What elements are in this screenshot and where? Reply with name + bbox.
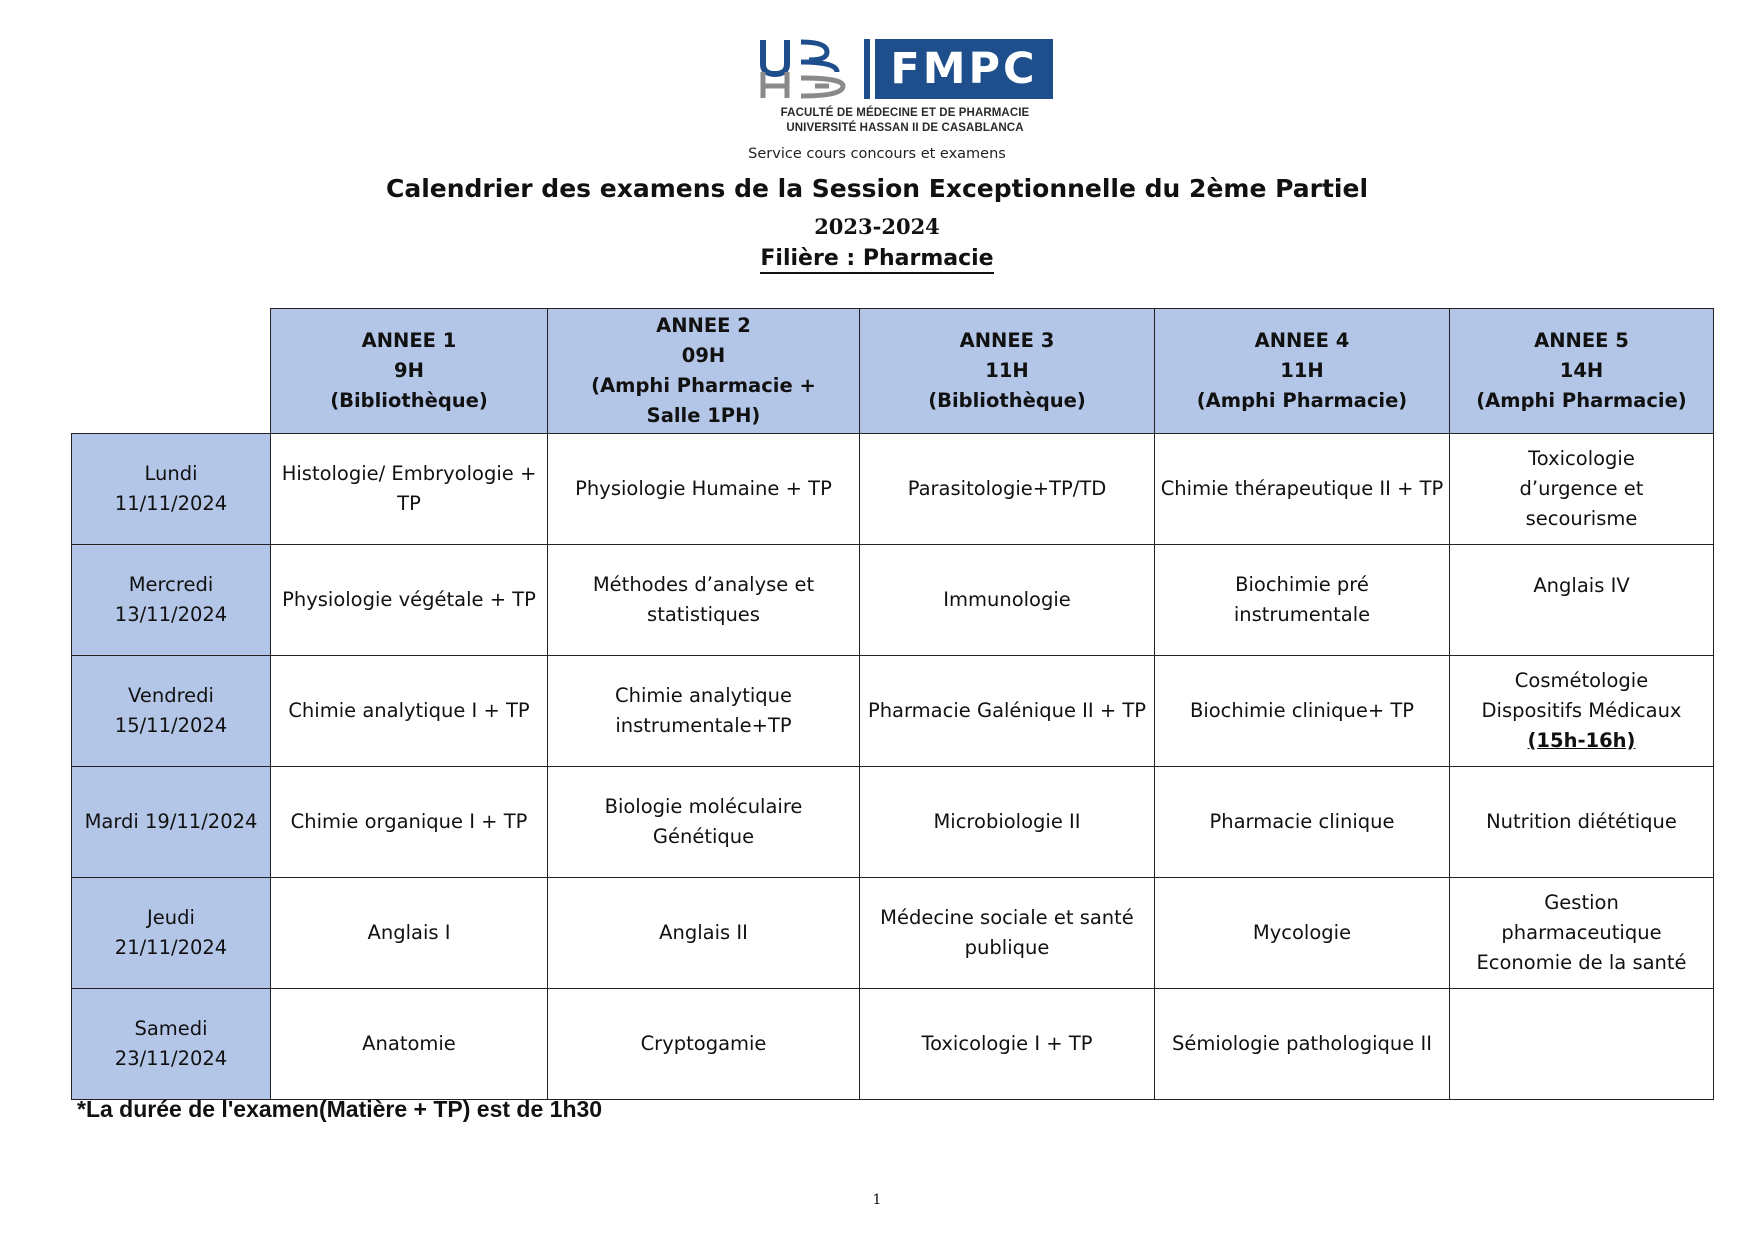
exam-cell: Sémiologie pathologique II xyxy=(1155,989,1450,1100)
column-header-annee-3: ANNEE 3 11H (Bibliothèque) xyxy=(860,309,1155,434)
day-cell: Mercredi 13/11/2024 xyxy=(72,545,271,656)
column-header-annee-1: ANNEE 1 9H (Bibliothèque) xyxy=(271,309,548,434)
academic-year: 2023-2024 xyxy=(814,214,940,239)
exam-cell: Mycologie xyxy=(1155,878,1450,989)
exam-cell: Chimie analytique I + TP xyxy=(271,656,548,767)
table-row xyxy=(72,989,1714,1100)
program-label: Filière : Pharmacie xyxy=(760,246,993,274)
program-name xyxy=(0,246,1754,271)
exam-time-note: (15h-16h) xyxy=(1527,729,1636,752)
column-header-annee-5: ANNEE 5 14H (Amphi Pharmacie) xyxy=(1450,309,1714,434)
exam-cell: Physiologie végétale + TP xyxy=(271,545,548,656)
exam-cell: Histologie/ Embryologie + TP xyxy=(271,434,548,545)
exam-cell: Parasitologie+TP/TD xyxy=(860,434,1155,545)
exam-schedule-table xyxy=(71,308,1714,1100)
table-row xyxy=(72,656,1714,767)
logo-wordmark: FMPC xyxy=(875,39,1053,99)
table-row xyxy=(72,767,1714,878)
table-row xyxy=(72,878,1714,989)
exam-cell: Chimie thérapeutique II + TP xyxy=(1155,434,1450,545)
exam-cell: Anglais IV xyxy=(1450,545,1714,656)
university-emblem-icon xyxy=(757,38,857,100)
exam-cell: Microbiologie II xyxy=(860,767,1155,878)
table-header-row xyxy=(72,309,1714,434)
exam-cell: Biochimie clinique+ TP xyxy=(1155,656,1450,767)
exam-cell: Anglais II xyxy=(548,878,860,989)
service-name: Service cours concours et examens xyxy=(748,146,1006,162)
exam-cell xyxy=(1450,656,1714,767)
exam-cell: Physiologie Humaine + TP xyxy=(548,434,860,545)
exam-cell: Cryptogamie xyxy=(548,989,860,1100)
logo-university-name: UNIVERSITÉ HASSAN II DE CASABLANCA xyxy=(786,122,1024,134)
exam-cell: Biochimie pré instrumentale xyxy=(1155,545,1450,656)
exam-cell: Pharmacie Galénique II + TP xyxy=(860,656,1155,767)
exam-cell: Anglais I xyxy=(271,878,548,989)
exam-cell: Chimie analytique instrumentale+TP xyxy=(548,656,860,767)
table-row xyxy=(72,545,1714,656)
day-cell: Lundi 11/11/2024 xyxy=(72,434,271,545)
exam-duration-note: *La durée de l'examen(Matière + TP) est de 1h30 xyxy=(77,1096,603,1122)
day-cell: Vendredi 15/11/2024 xyxy=(72,656,271,767)
exam-cell: Immunologie xyxy=(860,545,1155,656)
exam-subject: Cosmétologie Dispositifs Médicaux xyxy=(1481,669,1682,722)
column-header-annee-2: ANNEE 2 09H (Amphi Pharmacie + Salle 1PH) xyxy=(548,309,860,434)
exam-cell: Toxicologie I + TP xyxy=(860,989,1155,1100)
exam-cell: Méthodes d’analyse et statistiques xyxy=(548,545,860,656)
exam-cell: Pharmacie clinique xyxy=(1155,767,1450,878)
logo-divider xyxy=(864,39,870,99)
exam-cell: Nutrition diététique xyxy=(1450,767,1714,878)
exam-cell: Toxicologie d’urgence et secourisme xyxy=(1450,434,1714,545)
page-title: Calendrier des examens de la Session Exceptionnelle du 2ème Partiel xyxy=(385,174,1369,203)
page-number: 1 xyxy=(872,1192,882,1208)
exam-cell: Médecine sociale et santé publique xyxy=(860,878,1155,989)
column-header-annee-4: ANNEE 4 11H (Amphi Pharmacie) xyxy=(1155,309,1450,434)
faculty-logo xyxy=(757,38,1053,138)
table-row xyxy=(72,434,1714,545)
day-cell: Mardi 19/11/2024 xyxy=(72,767,271,878)
exam-cell: Chimie organique I + TP xyxy=(271,767,548,878)
exam-cell: Gestion pharmaceutique Economie de la santé xyxy=(1450,878,1714,989)
exam-cell: Biologie moléculaire Génétique xyxy=(548,767,860,878)
day-cell: Jeudi 21/11/2024 xyxy=(72,878,271,989)
table-corner xyxy=(72,309,271,434)
exam-cell xyxy=(1450,989,1714,1100)
exam-cell: Anatomie xyxy=(271,989,548,1100)
logo-faculty-name: FACULTÉ DE MÉDECINE ET DE PHARMACIE xyxy=(780,107,1030,119)
day-cell: Samedi 23/11/2024 xyxy=(72,989,271,1100)
